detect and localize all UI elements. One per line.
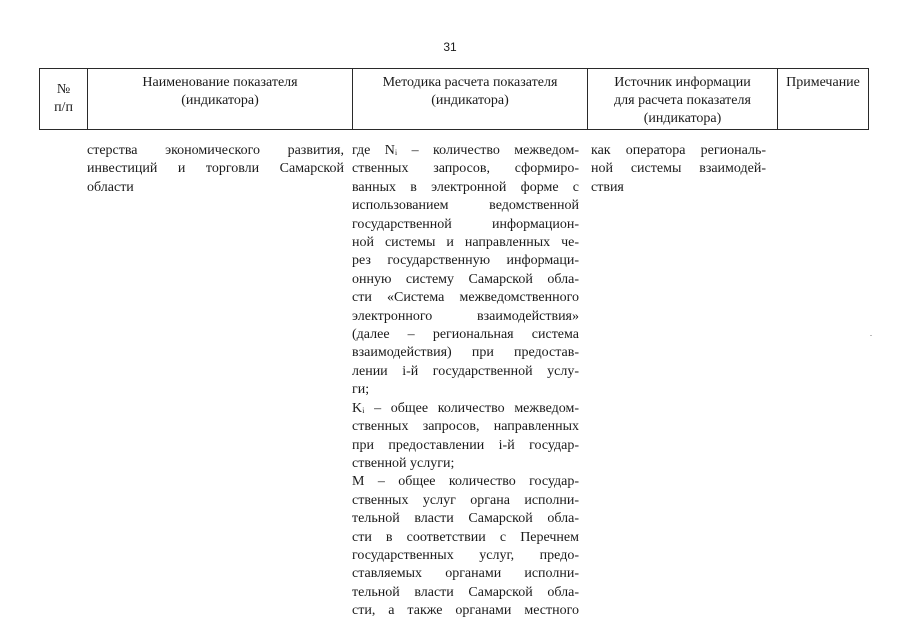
text-line: государственной информацион- (352, 216, 579, 232)
header-number-line: п/п (54, 100, 73, 115)
text-line: лении i-й государственной услу- (352, 363, 579, 379)
text-line: сти «Система межведомственного (352, 290, 579, 306)
text-line: взаимодействия) при предостав- (352, 345, 579, 361)
text-line: ной системы взаимодей- (591, 161, 766, 177)
text-line: сти в соответствии с Перечнем (352, 529, 579, 545)
text-line: ственных услуг органа исполни- (352, 492, 579, 508)
text-line: онную систему Самарской обла- (352, 271, 579, 287)
text-line: как оператора региональ- (591, 143, 766, 158)
header-indicator-name-line: Наименование показателя (142, 75, 298, 90)
text-line: ственной услуги; (352, 455, 455, 471)
page-number: 31 (443, 40, 457, 54)
text-line: государственных услуг, предо- (352, 547, 579, 563)
text-line: Kᵢ – общее количество межведом- (352, 400, 579, 416)
text-line: инвестиций и торговли Самарской (87, 161, 344, 177)
text-line: электронного взаимодействия» (352, 308, 579, 324)
text-line: рез государственную информаци- (352, 253, 579, 269)
text-line: ставляемых органами исполни- (352, 566, 579, 582)
header-indicator-name-line: (индикатора) (181, 93, 259, 108)
text-line: при предоставлении i-й государ- (352, 437, 579, 453)
header-calculation-method-line: Методика расчета показателя (382, 75, 558, 90)
text-line: ванных в электронной форме с (352, 179, 579, 195)
header-information-source (588, 69, 778, 130)
text-line: ной системы и направленных че- (352, 235, 579, 251)
header-calculation-method-line: (индикатора) (431, 93, 509, 108)
text-line: ственных запросов, направленных (352, 419, 579, 435)
information-source-cell (591, 142, 766, 197)
text-line: где Nᵢ – количество межведом- (352, 143, 579, 158)
text-line: области (87, 179, 134, 195)
indicator-name-cell (87, 142, 344, 197)
header-information-source-line: (индикатора) (643, 111, 722, 126)
text-line: ги; (352, 382, 370, 398)
indicator-table-header (39, 68, 869, 130)
text-line: использованием ведомственной (352, 198, 579, 214)
header-information-source-line: для расчета показателя (614, 93, 751, 108)
scan-mark (870, 335, 872, 336)
text-line: М – общее количество государ- (352, 474, 579, 490)
header-calculation-method (353, 69, 588, 130)
text-line: ственных запросов, сформиро- (352, 161, 579, 177)
header-information-source-line: Источник информации (614, 75, 751, 90)
text-line: сти, а также органами местного (352, 603, 579, 619)
text-line: тельной власти Самарской обла- (352, 584, 579, 600)
text-line: стерства экономического развития, (87, 143, 344, 158)
text-line: (далее – региональная система (352, 327, 579, 343)
calculation-method-cell (352, 142, 579, 621)
header-number-line: № (56, 82, 71, 97)
header-indicator-name (88, 69, 353, 130)
header-note: Примечание (778, 69, 869, 130)
text-line: ствия (591, 179, 624, 195)
header-number (40, 69, 88, 130)
text-line: тельной власти Самарской обла- (352, 511, 579, 527)
